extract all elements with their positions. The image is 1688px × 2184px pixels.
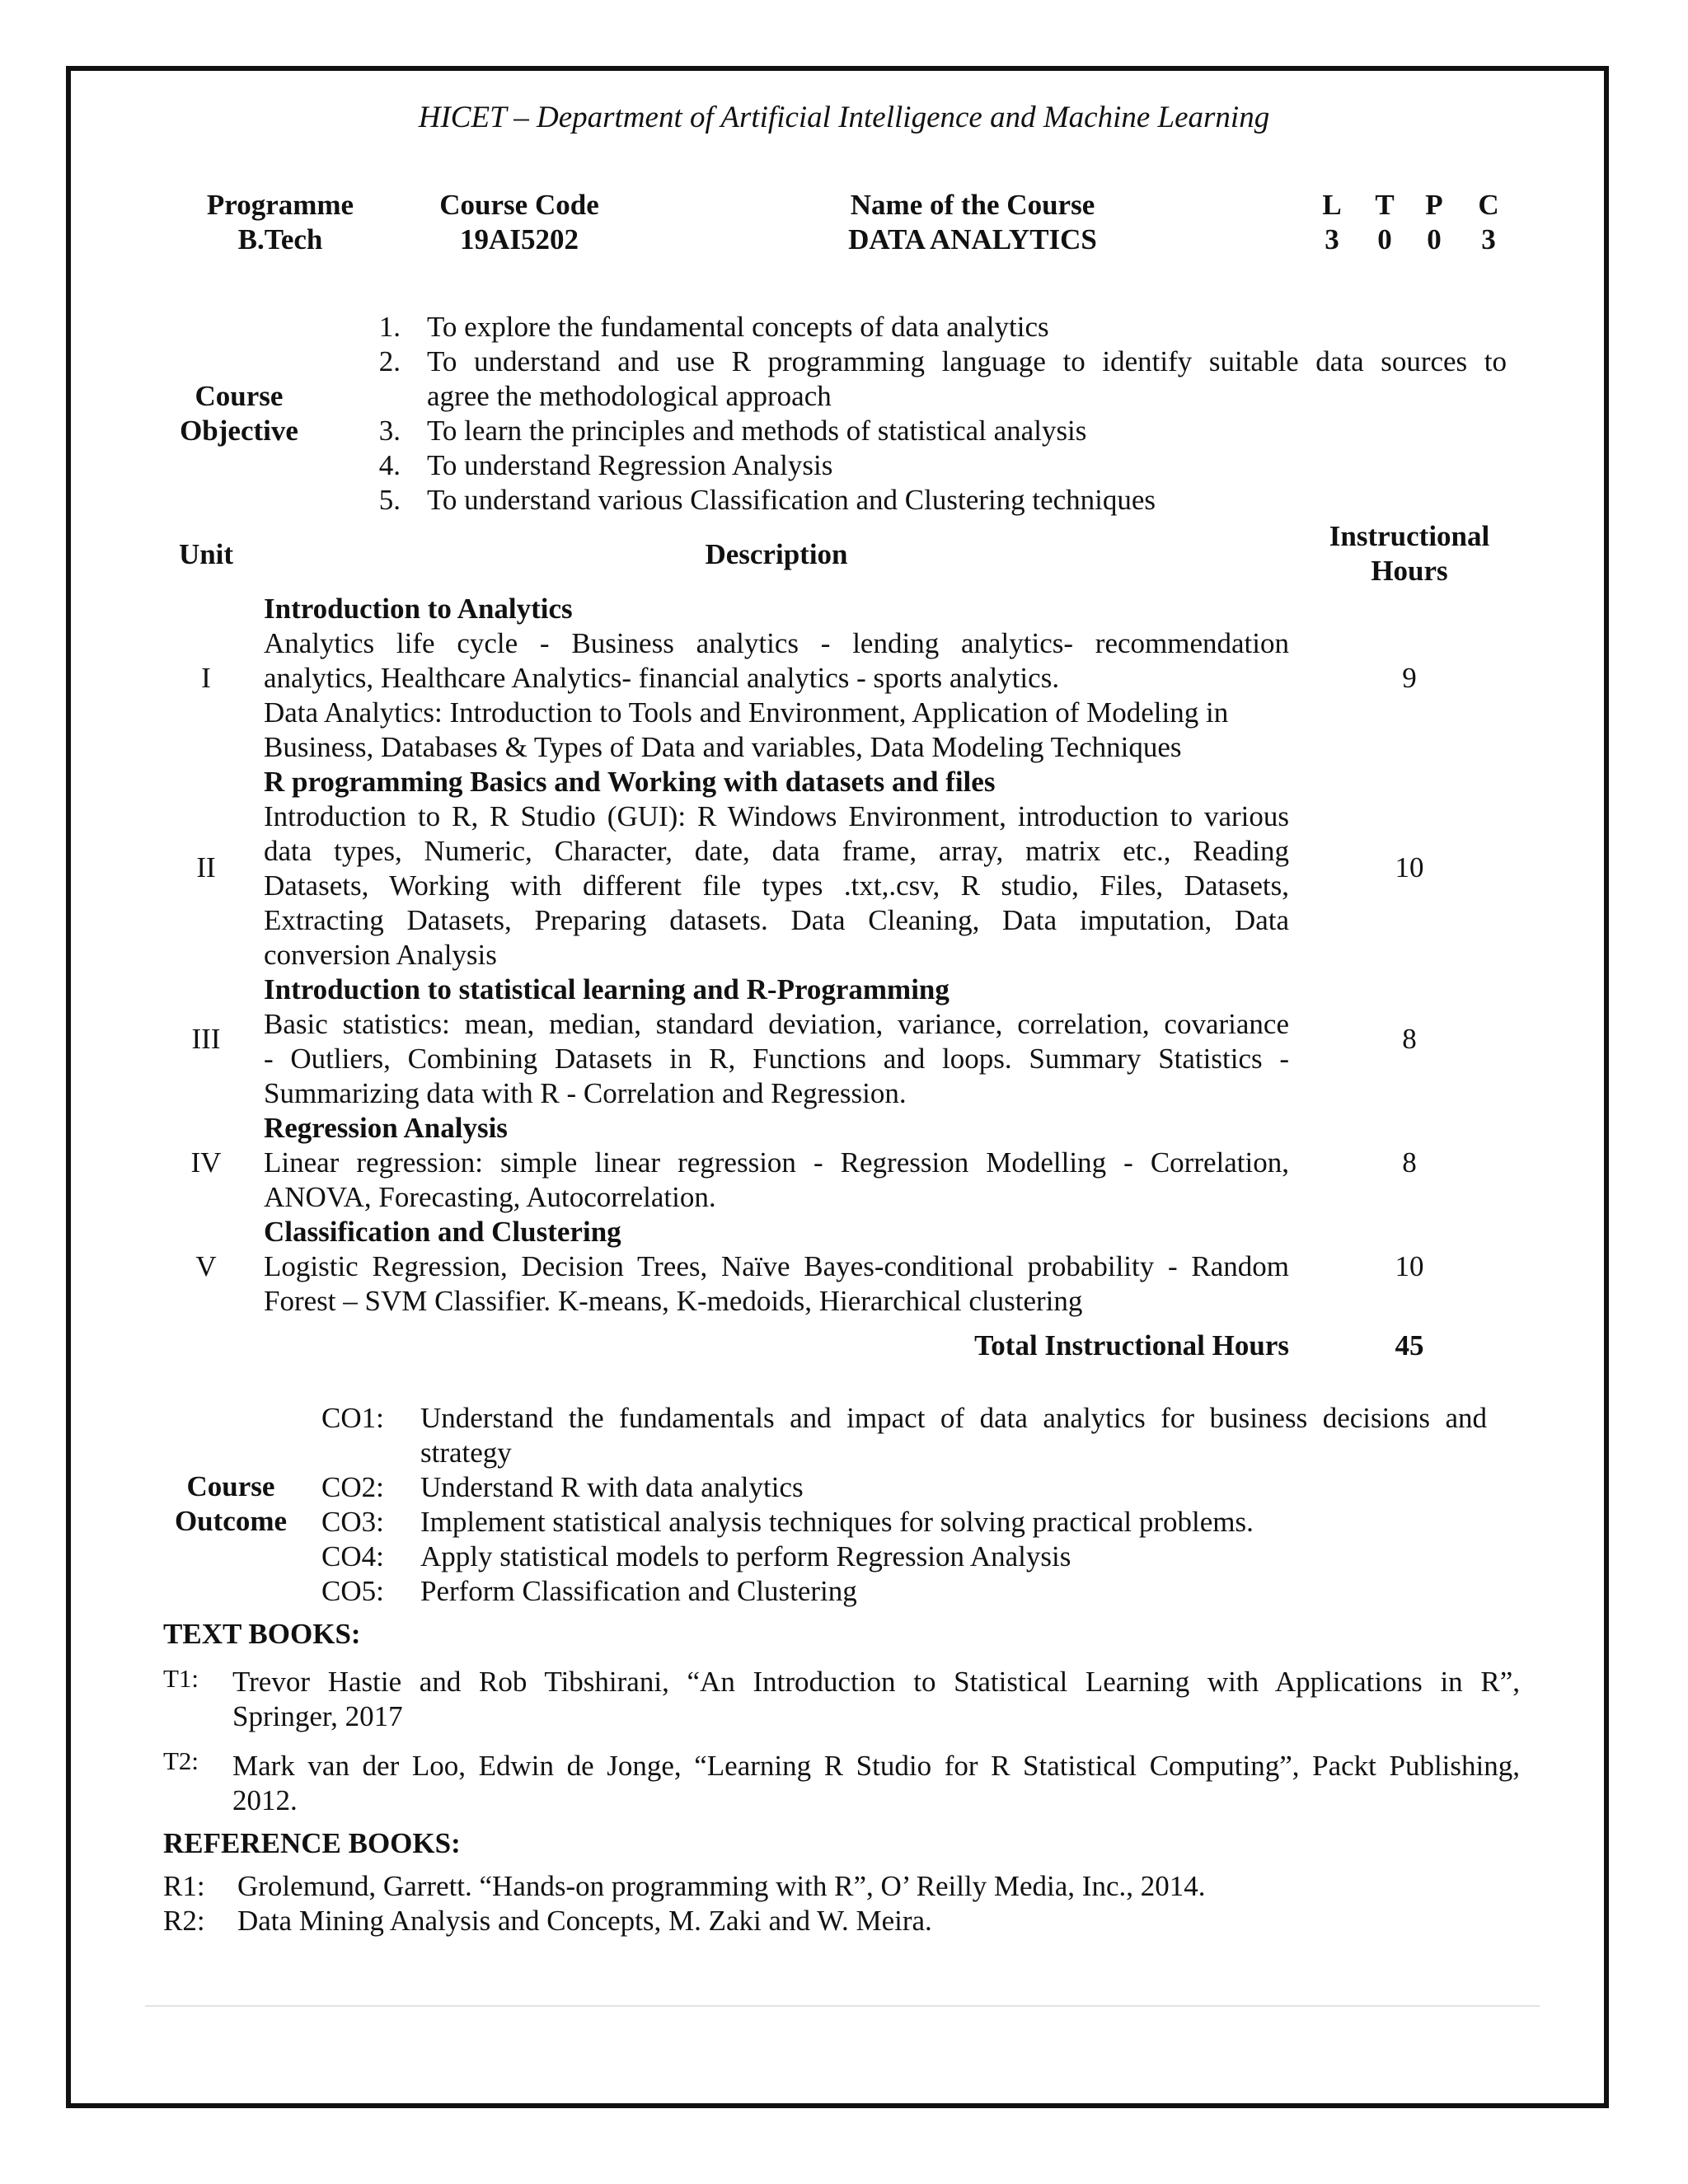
course-code-label: Course Code (439, 189, 599, 221)
unit-hours: 10 (1395, 1250, 1424, 1282)
objective-number: 3. (378, 415, 401, 447)
unit-number: V (195, 1250, 217, 1282)
reference-code: R2: (163, 1905, 205, 1937)
unit-title: Introduction to Analytics (264, 593, 573, 625)
textbook-entry-continuation: Springer, 2017 (232, 1700, 403, 1732)
course-name-label: Name of the Course (850, 189, 1095, 221)
hours-column-header-line2: Hours (1371, 555, 1448, 587)
reference-entry: Grolemund, Garrett. “Hands-on programming with R”, O’ Reilly Media, Inc., 2014. (237, 1870, 1206, 1902)
objective-item: To learn the principles and methods of statistical analysis (427, 415, 1087, 447)
unit-description-line: Summarizing data with R - Correlation and Regression. (264, 1077, 907, 1109)
textbook-code: T1: (163, 1664, 199, 1693)
unit-title: Introduction to statistical learning and R-Programming (264, 973, 950, 1005)
ltpc-value-c: 3 (1481, 223, 1496, 255)
outcome-label-line1: Course (186, 1470, 275, 1502)
unit-number: III (191, 1023, 221, 1055)
unit-description-line: Business, Databases & Types of Data and variables, Data Modeling Techniques (264, 731, 1182, 763)
unit-title: R programming Basics and Working with datasets and files (264, 766, 996, 798)
objective-item: To understand various Classification and Clustering techniques (427, 484, 1156, 516)
objective-item: To understand and use R programming language to identify suitable data sources to (427, 345, 1507, 377)
outcome-item-continuation: strategy (420, 1436, 512, 1469)
outcome-code: CO5: (321, 1575, 384, 1607)
textbook-entry: Mark van der Loo, Edwin de Jonge, “Learning R Studio for R Statistical Computing”, Packt Publishing, (232, 1750, 1520, 1782)
ltpc-value-p: 0 (1427, 223, 1442, 255)
description-column-header: Description (705, 538, 848, 570)
objective-label-line2: Objective (180, 415, 298, 447)
ltpc-label-p: P (1425, 189, 1443, 221)
unit-description-line: analytics, Healthcare Analytics- financial analytics - sports analytics. (264, 662, 1060, 694)
unit-description-line: Analytics life cycle - Business analytics - lending analytics- recommendation (264, 627, 1289, 659)
outcome-label-line2: Outcome (174, 1505, 288, 1537)
unit-title: Classification and Clustering (264, 1216, 621, 1248)
objective-number: 2. (378, 345, 401, 377)
course-name-value: DATA ANALYTICS (848, 223, 1097, 255)
unit-description-line: data types, Numeric, Character, date, data frame, array, matrix etc., Reading (264, 835, 1289, 867)
outcome-code: CO2: (321, 1471, 384, 1503)
total-hours-value: 45 (1395, 1329, 1424, 1361)
objective-item: To explore the fundamental concepts of data analytics (427, 311, 1049, 343)
ltpc-label-l: L (1322, 189, 1342, 221)
outcome-item: Understand R with data analytics (420, 1471, 804, 1503)
unit-description-line: Extracting Datasets, Preparing datasets. Data Cleaning, Data imputation, Data (264, 904, 1289, 936)
textbooks-heading: TEXT BOOKS: (163, 1618, 361, 1650)
unit-column-header: Unit (178, 538, 234, 570)
unit-number: II (196, 851, 216, 883)
ltpc-value-l: 3 (1325, 223, 1339, 255)
objective-number: 5. (378, 484, 401, 516)
outcome-item: Apply statistical models to perform Regression Analysis (420, 1540, 1071, 1572)
unit-hours: 8 (1402, 1146, 1417, 1179)
unit-description-line: - Outliers, Combining Datasets in R, Functions and loops. Summary Statistics - (264, 1043, 1289, 1075)
outcome-item: Perform Classification and Clustering (420, 1575, 857, 1607)
objective-label-line1: Course (195, 380, 284, 412)
outcome-item: Implement statistical analysis techniques for solving practical problems. (420, 1506, 1254, 1538)
unit-hours: 8 (1402, 1023, 1417, 1055)
department-title: HICET – Department of Artificial Intelligence and Machine Learning (418, 101, 1270, 134)
objective-item-continuation: agree the methodological approach (427, 380, 832, 412)
references-heading: REFERENCE BOOKS: (163, 1827, 461, 1859)
programme-value: B.Tech (237, 223, 323, 255)
unit-description-line: Forest – SVM Classifier. K-means, K-medoids, Hierarchical clustering (264, 1285, 1083, 1317)
ltpc-label-c: C (1478, 189, 1499, 221)
unit-description-line: ANOVA, Forecasting, Autocorrelation. (264, 1181, 716, 1213)
objective-number: 1. (378, 311, 401, 343)
objective-number: 4. (378, 449, 401, 481)
total-hours-label: Total Instructional Hours (974, 1329, 1289, 1361)
unit-description-line: Introduction to R, R Studio (GUI): R Windows Environment, introduction to various (264, 800, 1289, 832)
unit-hours: 10 (1395, 851, 1424, 883)
ltpc-label-t: T (1375, 189, 1395, 221)
unit-description-line: Basic statistics: mean, median, standard deviation, variance, correlation, covariance (264, 1008, 1289, 1040)
textbook-code: T2: (163, 1746, 199, 1775)
unit-number: IV (190, 1146, 222, 1179)
ltpc-value-t: 0 (1377, 223, 1392, 255)
programme-label: Programme (206, 189, 354, 221)
footer-divider (145, 2005, 1540, 2007)
outcome-code: CO4: (321, 1540, 384, 1572)
objective-item: To understand Regression Analysis (427, 449, 833, 481)
textbook-entry: Trevor Hastie and Rob Tibshirani, “An Introduction to Statistical Learning with Applications in R”, (232, 1666, 1520, 1698)
outcome-code: CO1: (321, 1402, 384, 1434)
reference-entry: Data Mining Analysis and Concepts, M. Zaki and W. Meira. (237, 1905, 932, 1937)
reference-code: R1: (163, 1870, 205, 1902)
unit-description-line: Datasets, Working with different file types .txt,.csv, R studio, Files, Datasets, (264, 869, 1289, 902)
outcome-item: Understand the fundamentals and impact of data analytics for business decisions and (420, 1402, 1487, 1434)
unit-description-line: conversion Analysis (264, 939, 497, 971)
outcome-code: CO3: (321, 1506, 384, 1538)
unit-hours: 9 (1402, 662, 1417, 694)
unit-number: I (201, 662, 211, 694)
unit-title: Regression Analysis (264, 1112, 508, 1144)
hours-column-header: Instructional (1329, 520, 1490, 552)
textbook-entry-continuation: 2012. (232, 1784, 298, 1816)
unit-description-line: Linear regression: simple linear regression - Regression Modelling - Correlation, (264, 1146, 1289, 1179)
unit-description-line: Logistic Regression, Decision Trees, Naïve Bayes-conditional probability - Random (264, 1250, 1289, 1282)
course-code-value: 19AI5202 (460, 223, 579, 255)
unit-description-line: Data Analytics: Introduction to Tools and Environment, Application of Modeling in (264, 696, 1229, 729)
